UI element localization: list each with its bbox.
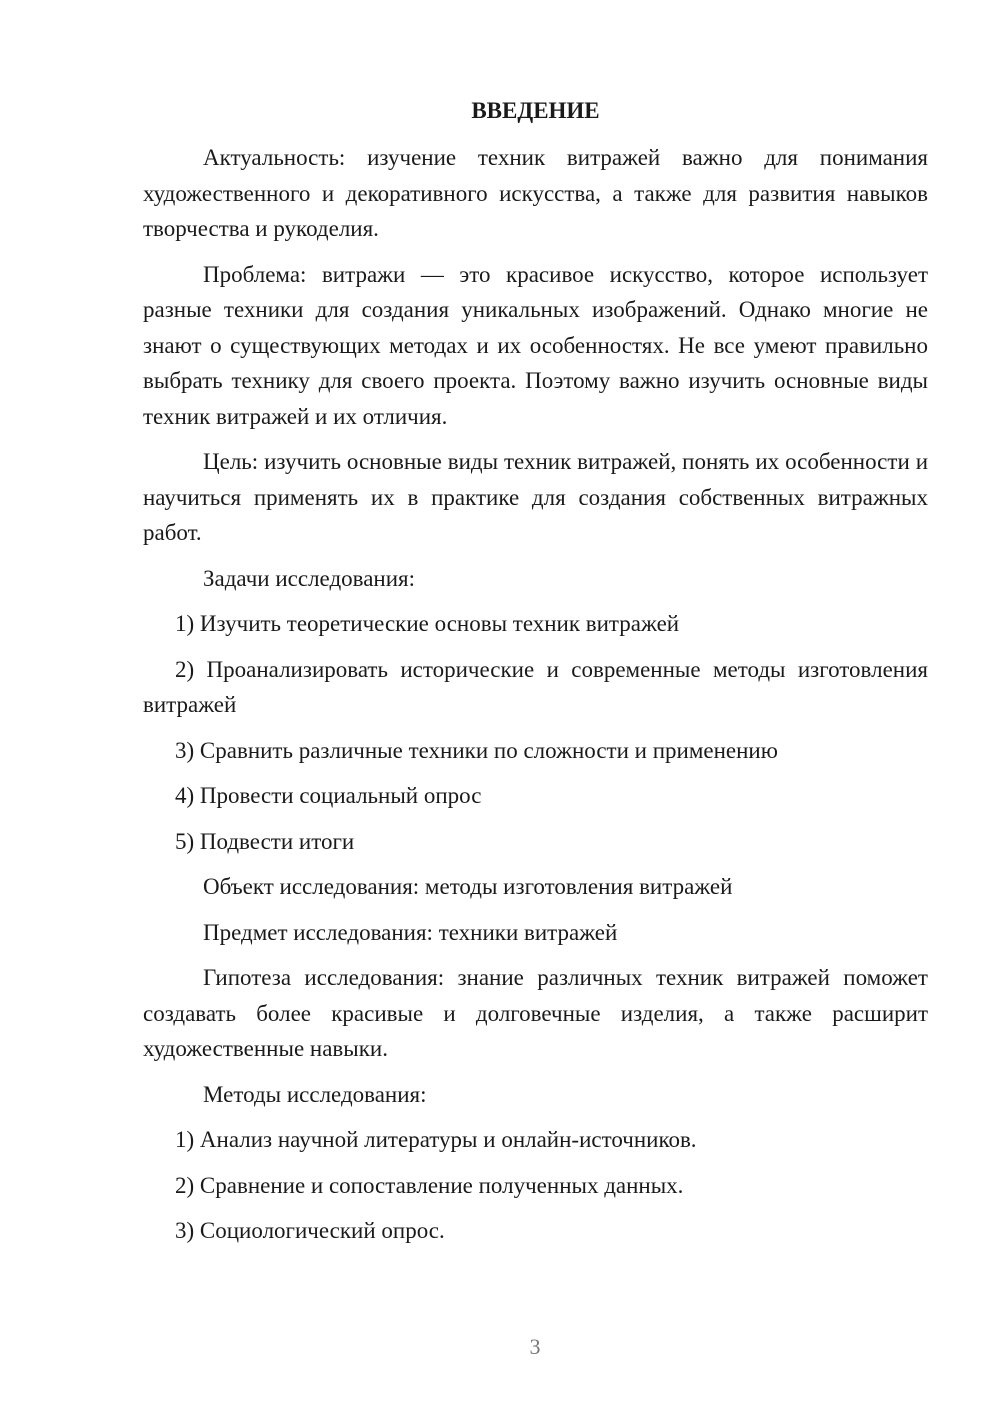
tasks-heading: Задачи исследования:	[203, 565, 416, 591]
task-item: 2) Проанализировать исторические и современные методы изготовления витражей	[143, 656, 928, 717]
method-item: 1) Анализ научной литературы и онлайн-источников.	[175, 1127, 697, 1152]
task-item: 4) Провести социальный опрос	[175, 783, 482, 808]
problem-paragraph: Проблема: витражи — это красивое искусство, которое использует разные техники для создания уникальных изображений. Однако многие не знают о существующих методах и их особенностях. Не все умеют правильно выбрать технику для своего проекта. Поэтому важно изучить основные виды техник витражей и их отличия.	[143, 261, 928, 429]
method-item: 2) Сравнение и сопоставление полученных данных.	[175, 1172, 684, 1198]
methods-heading: Методы исследования:	[203, 1081, 427, 1107]
goal-paragraph: Цель: изучить основные виды техник витражей, понять их особенности и научиться применять их в практике для создания собственных витражных работ.	[143, 449, 928, 545]
task-item: 1) Изучить теоретические основы техник витражей	[175, 611, 680, 636]
task-item: 5) Подвести итоги	[175, 828, 355, 854]
research-object: Объект исследования: методы изготовления витражей	[203, 874, 733, 899]
document-body	[143, 93, 928, 1259]
research-subject: Предмет исследования: техники витражей	[203, 919, 618, 945]
section-title: ВВЕДЕНИЕ	[471, 98, 600, 123]
method-item: 3) Социологический опрос.	[175, 1218, 445, 1243]
hypothesis-paragraph: Гипотеза исследования: знание различных техник витражей поможет создавать более красивые и долговечные изделия, а также расширит художественные навыки.	[143, 965, 928, 1061]
page-number: 3	[529, 1334, 541, 1359]
relevance-paragraph: Актуальность: изучение техник витражей важно для понимания художественного и декоративного искусства, а также для развития навыков творчества и рукоделия.	[143, 145, 928, 241]
task-item: 3) Сравнить различные техники по сложности и применению	[175, 737, 778, 763]
